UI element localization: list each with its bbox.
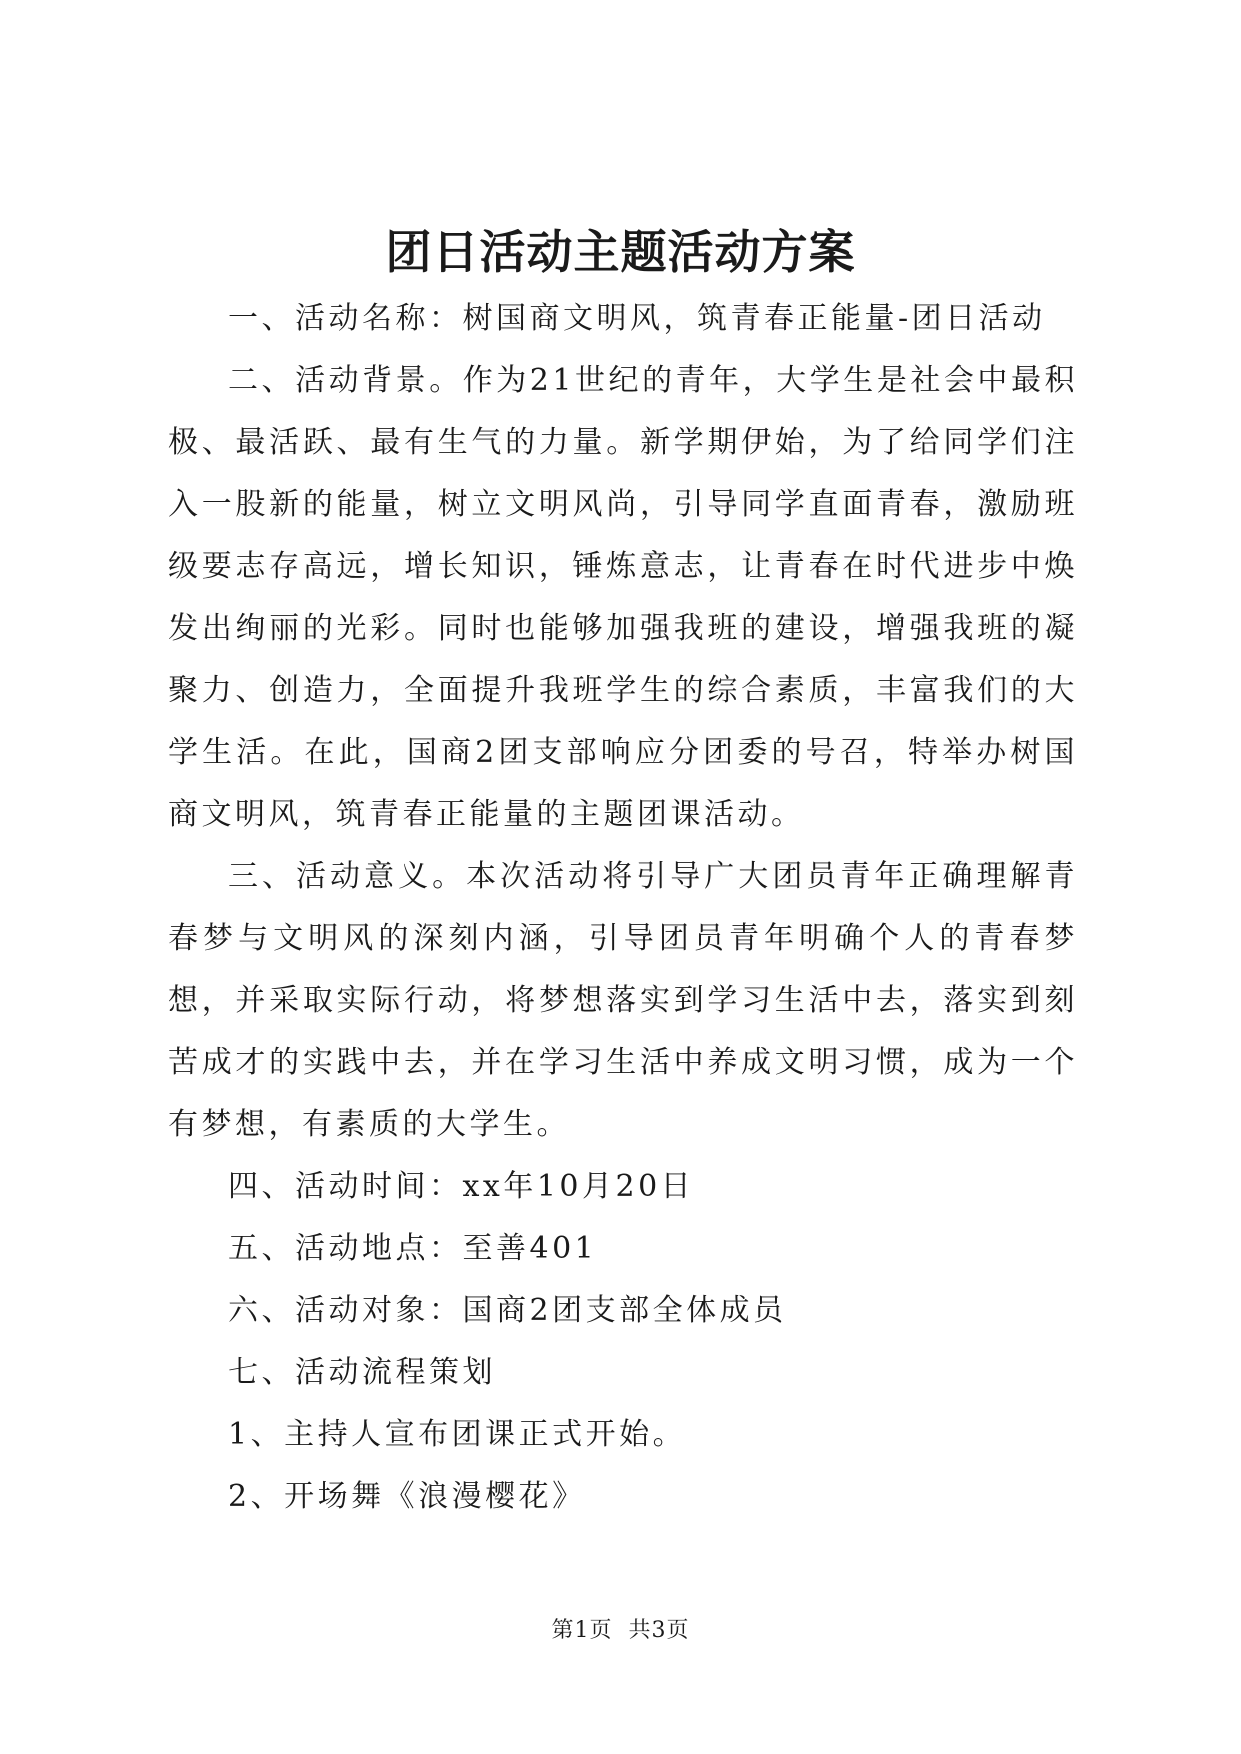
page-number: 第1页 — [551, 1618, 613, 1643]
paragraph-location: 五、活动地点：至善401 — [228, 1231, 598, 1266]
document-title: 团日活动主题活动方案 — [385, 225, 856, 279]
page-total: 共3页 — [628, 1618, 690, 1643]
paragraph-significance: 三、活动意义。本次活动将引导广大团员青年正确理解青春梦与文明风的深刻内涵，引导团员青年明确个人的青春梦想，并采取实际行动，将梦想落实到学习生活中去，落实到刻苦成才的实践中去，并在学习生活中养成文明习惯，成为一个有梦想，有素质的大学生。 — [168, 859, 1078, 1142]
paragraph-process-heading: 七、活动流程策划 — [228, 1355, 496, 1390]
paragraph-time: 四、活动时间：xx年10月20日 — [228, 1169, 695, 1204]
paragraph-background: 二、活动背景。作为21世纪的青年，大学生是社会中最积极、最活跃、最有生气的力量。新学期伊始，为了给同学们注入一股新的能量，树立文明风尚，引导同学直面青春，激励班级要志存高远，增长知识，锤炼意志，让青春在时代进步中焕发出绚丽的光彩。同时也能够加强我班的建设，增强我班的凝聚力、创造力，全面提升我班学生的综合素质，丰富我们的大学生活。在此，国商2团支部响应分团委的号召，特举办树国商文明风，筑青春正能量的主题团课活动。 — [168, 363, 1078, 832]
paragraph-participants: 六、活动对象：国商2团支部全体成员 — [228, 1293, 787, 1328]
paragraph-activity-name: 一、活动名称：树国商文明风，筑青春正能量-团日活动 — [228, 301, 1046, 336]
paragraph-step-2: 2、开场舞《浪漫樱花》 — [228, 1479, 586, 1514]
paragraph-step-1: 1、主持人宣布团课正式开始。 — [228, 1417, 687, 1452]
page-footer — [0, 1616, 1241, 1646]
document-body — [168, 288, 1078, 1528]
